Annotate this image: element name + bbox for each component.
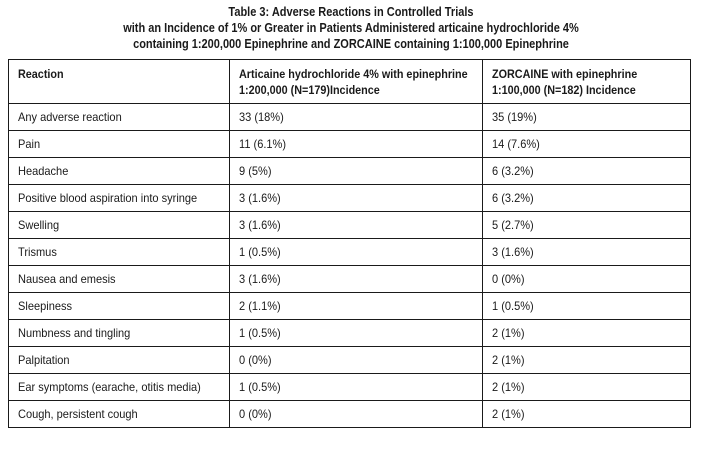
articaine-cell: 2 (1.1%) xyxy=(230,293,483,320)
reaction-cell: Cough, persistent cough xyxy=(9,401,230,428)
caption-line-1: Table 3: Adverse Reactions in Controlled Trials xyxy=(228,5,474,19)
caption-line-2: with an Incidence of 1% or Greater in Patients Administered articaine hydrochloride 4% xyxy=(123,21,579,35)
zorcaine-cell: 2 (1%) xyxy=(483,374,691,401)
table-row xyxy=(9,401,691,428)
table-header-row xyxy=(9,60,691,104)
zorcaine-cell: 2 (1%) xyxy=(483,347,691,374)
zorcaine-cell: 2 (1%) xyxy=(483,401,691,428)
zorcaine-cell: 35 (19%) xyxy=(483,104,691,131)
table-row xyxy=(9,158,691,185)
table-row xyxy=(9,347,691,374)
articaine-cell: 11 (6.1%) xyxy=(230,131,483,158)
articaine-cell: 1 (0.5%) xyxy=(230,239,483,266)
table-row xyxy=(9,374,691,401)
table-row xyxy=(9,212,691,239)
articaine-cell: 33 (18%) xyxy=(230,104,483,131)
reaction-cell: Trismus xyxy=(9,239,230,266)
articaine-cell: 0 (0%) xyxy=(230,401,483,428)
table-row xyxy=(9,104,691,131)
reaction-cell: Any adverse reaction xyxy=(9,104,230,131)
table-row xyxy=(9,320,691,347)
header-articaine: Articaine hydrochloride 4% with epinephrine 1:200,000 (N=179)Incidence xyxy=(230,60,483,104)
articaine-cell: 1 (0.5%) xyxy=(230,374,483,401)
zorcaine-cell: 5 (2.7%) xyxy=(483,212,691,239)
reaction-cell: Nausea and emesis xyxy=(9,266,230,293)
table-caption xyxy=(42,4,660,52)
table-row xyxy=(9,131,691,158)
caption-line-3: containing 1:200,000 Epinephrine and ZORCAINE containing 1:100,000 Epinephrine xyxy=(133,37,569,51)
header-reaction: Reaction xyxy=(9,60,230,104)
reaction-cell: Pain xyxy=(9,131,230,158)
articaine-cell: 3 (1.6%) xyxy=(230,266,483,293)
articaine-cell: 1 (0.5%) xyxy=(230,320,483,347)
articaine-cell: 3 (1.6%) xyxy=(230,212,483,239)
articaine-cell: 0 (0%) xyxy=(230,347,483,374)
zorcaine-cell: 0 (0%) xyxy=(483,266,691,293)
adverse-reactions-table xyxy=(8,59,691,428)
articaine-cell: 3 (1.6%) xyxy=(230,185,483,212)
zorcaine-cell: 14 (7.6%) xyxy=(483,131,691,158)
zorcaine-cell: 1 (0.5%) xyxy=(483,293,691,320)
table-row xyxy=(9,266,691,293)
zorcaine-cell: 6 (3.2%) xyxy=(483,185,691,212)
table-body xyxy=(9,104,691,428)
table-row xyxy=(9,293,691,320)
zorcaine-cell: 6 (3.2%) xyxy=(483,158,691,185)
reaction-cell: Positive blood aspiration into syringe xyxy=(9,185,230,212)
reaction-cell: Headache xyxy=(9,158,230,185)
reaction-cell: Sleepiness xyxy=(9,293,230,320)
zorcaine-cell: 2 (1%) xyxy=(483,320,691,347)
reaction-cell: Palpitation xyxy=(9,347,230,374)
reaction-cell: Ear symptoms (earache, otitis media) xyxy=(9,374,230,401)
header-zorcaine: ZORCAINE with epinephrine 1:100,000 (N=182) Incidence xyxy=(483,60,691,104)
zorcaine-cell: 3 (1.6%) xyxy=(483,239,691,266)
table-row xyxy=(9,185,691,212)
table-row xyxy=(9,239,691,266)
reaction-cell: Numbness and tingling xyxy=(9,320,230,347)
reaction-cell: Swelling xyxy=(9,212,230,239)
articaine-cell: 9 (5%) xyxy=(230,158,483,185)
